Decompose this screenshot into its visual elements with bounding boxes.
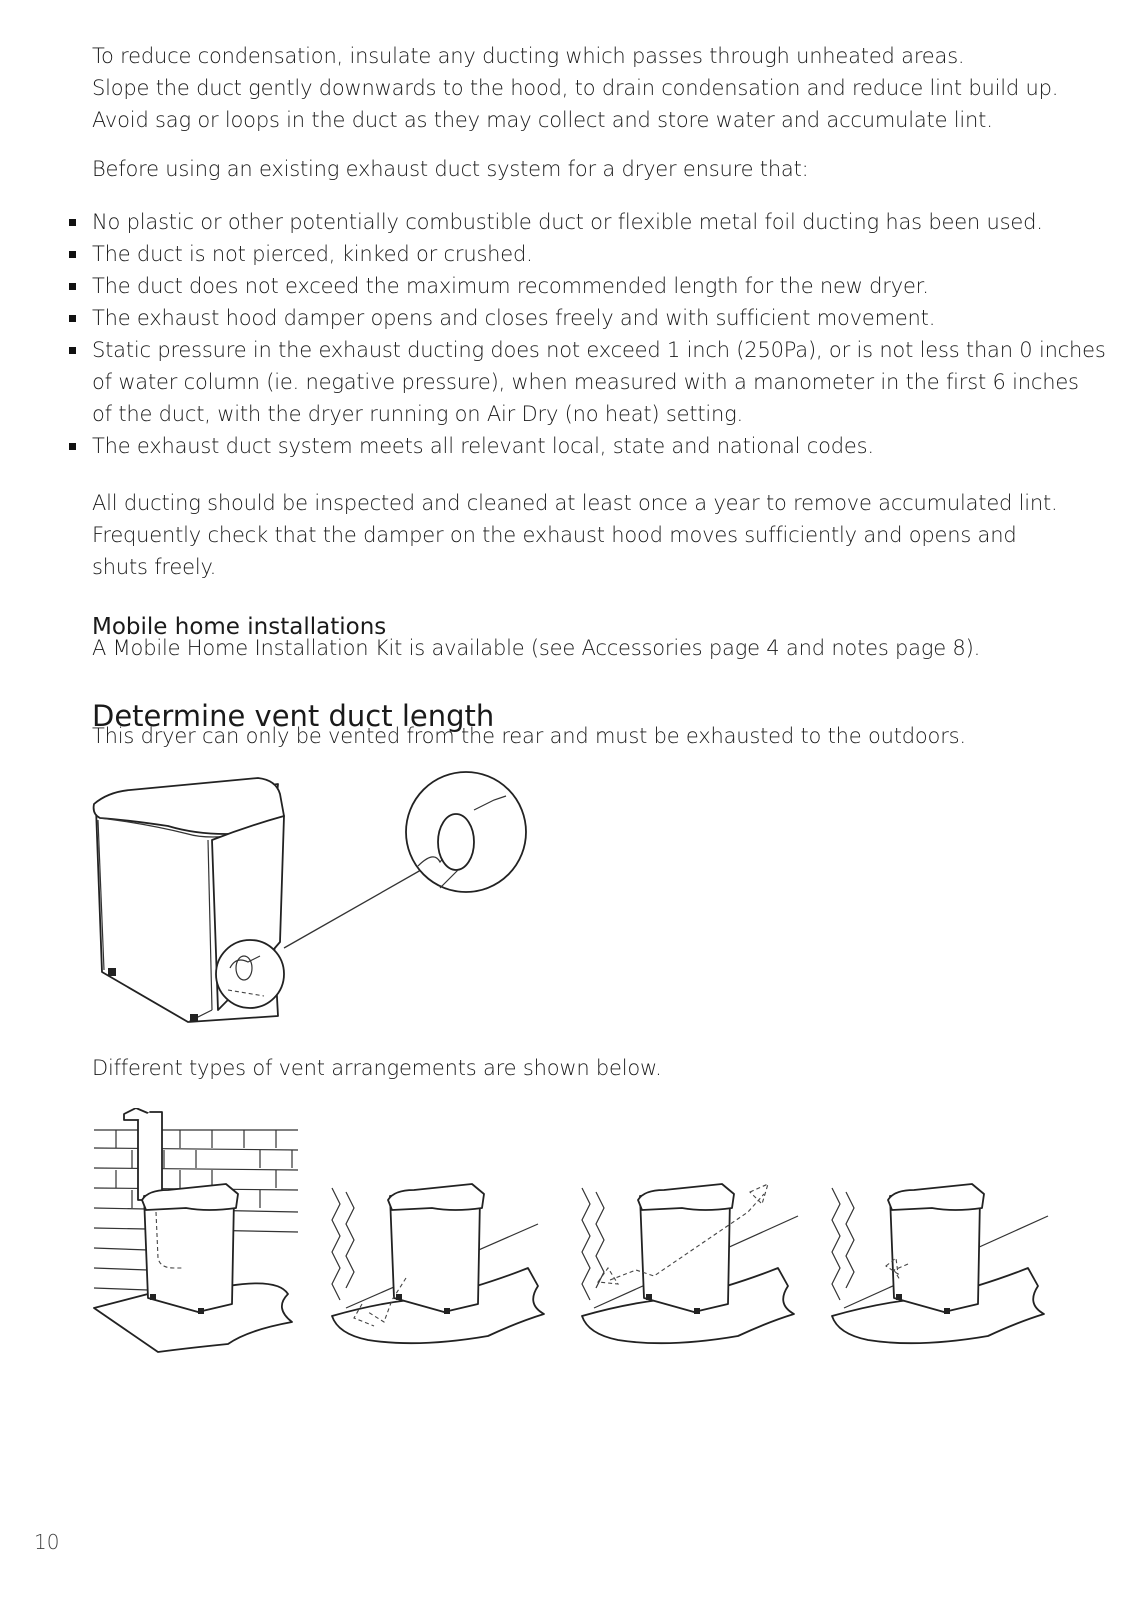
bullet-square-icon [69,443,76,450]
list-item [0,302,1100,334]
intro-line: Slope the duct gently downwards to the hood, to drain condensation and reduce lint build up. [92,76,1059,100]
vent-arrangement-floor [332,1184,544,1343]
mobile-home-text: A Mobile Home Installation Kit is available (see Accessories page 4 and notes page 8). [92,636,981,660]
list-item [0,430,1100,462]
list-item-text: The duct is not pierced, kinked or crushed. [92,242,533,266]
vent-arrangement-roof [94,1108,298,1352]
checklist [0,206,1106,462]
intro-paragraph [92,40,1072,136]
list-item-text: Static pressure in the exhaust ducting does not exceed 1 inch (250Pa), or is not less than 0 inches [92,338,1106,362]
inspection-line: All ducting should be inspected and cleaned at least once a year to remove accumulated lint. [92,491,1058,515]
list-item [0,334,1106,430]
vent-arrangement-rear [832,1184,1048,1343]
inspection-line: Frequently check that the damper on the exhaust hood moves sufficiently and opens and [92,523,1017,547]
mobile-home-heading: Mobile home installations [92,614,387,640]
vent-arrangement-side [582,1184,798,1343]
vent-arrangements-illustration [88,1108,1068,1368]
bullet-square-icon [69,251,76,258]
vent-length-text: This dryer can only be vented from the rear and must be exhausted to the outdoors. [92,724,966,748]
bullet-square-icon [69,347,76,354]
list-item [0,270,1100,302]
bullet-square-icon [69,315,76,322]
list-item-text: The exhaust duct system meets all relevant local, state and national codes. [92,434,874,458]
list-item-text: of the duct, with the dryer running on Air Dry (no heat) setting. [92,402,744,426]
arrangements-caption: Different types of vent arrangements are shown below. [92,1056,662,1080]
inspection-line: shuts freely. [92,555,217,579]
list-item-text: The duct does not exceed the maximum recommended length for the new dryer. [92,274,929,298]
list-item-text: No plastic or other potentially combustible duct or flexible metal foil ducting has been used. [92,210,1043,234]
list-item [0,206,1100,238]
bullet-square-icon [69,219,76,226]
before-using-text: Before using an existing exhaust duct system for a dryer ensure that: [92,157,809,181]
bullet-square-icon [69,283,76,290]
vent-length-heading: Determine vent duct length [92,699,495,733]
intro-line: Avoid sag or loops in the duct as they may collect and store water and accumulate lint. [92,108,993,132]
list-item [0,238,1100,270]
dryer-rear-vent-illustration [88,770,548,1032]
page-number: 10 [34,1530,60,1554]
inspection-paragraph [92,487,1072,583]
list-item-text: The exhaust hood damper opens and closes freely and with sufficient movement. [92,306,936,330]
list-item-text: of water column (ie. negative pressure), when measured with a manometer in the first 6 inches [92,370,1079,394]
intro-line: To reduce condensation, insulate any ducting which passes through unheated areas. [92,44,965,68]
